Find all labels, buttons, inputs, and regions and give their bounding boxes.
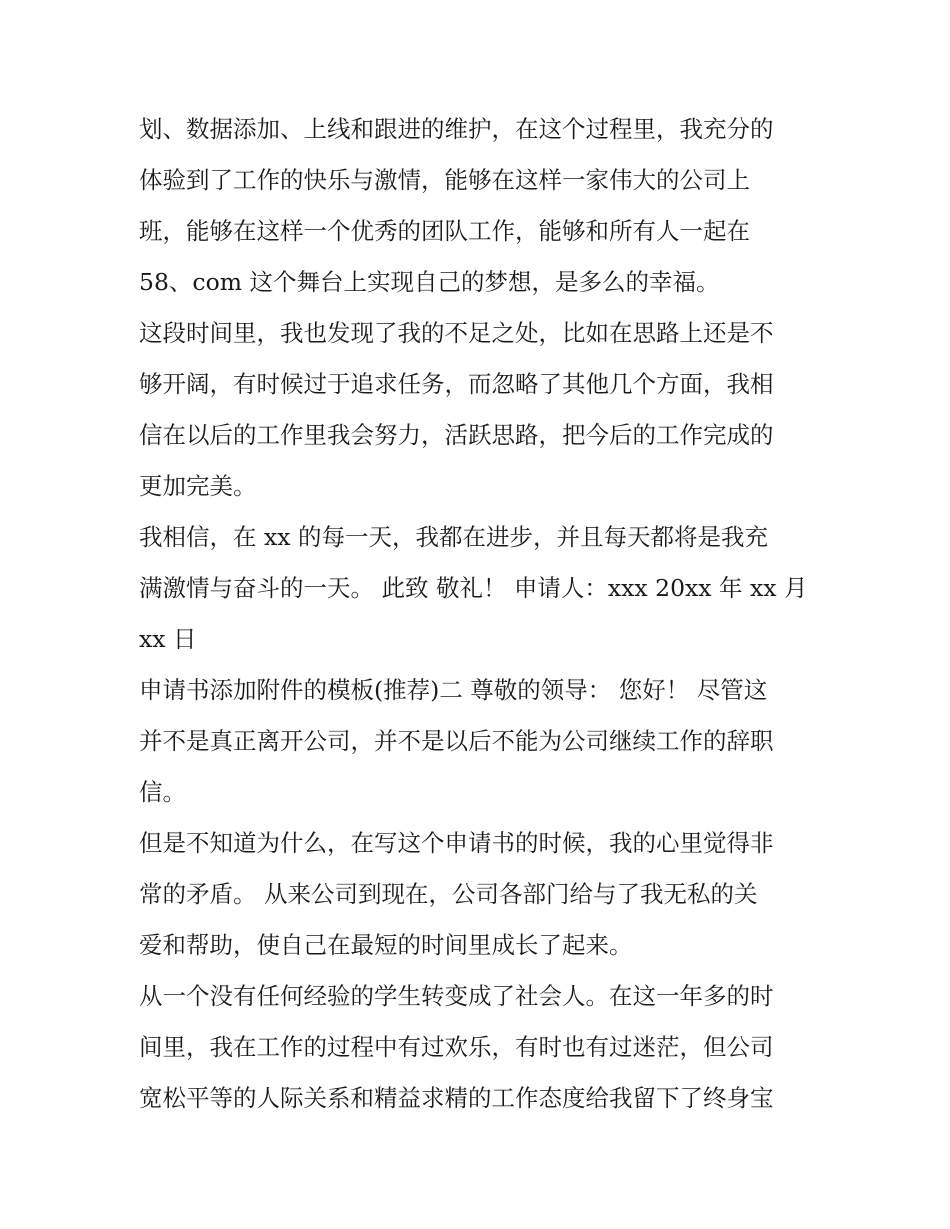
text-line: 但是不知道为什么，在写这个申请书的时候，我的心里觉得非: [139, 829, 774, 857]
text-line: 申请书添加附件的模板(推荐)二 尊敬的领导： 您好！ 尽管这: [139, 676, 768, 704]
text-line: 班，能够在这样一个优秀的团队工作，能够和所有人一起在: [139, 217, 750, 245]
text-line: 信在以后的工作里我会努力，活跃思路，把今后的工作完成的: [139, 421, 774, 449]
paragraph-2: [139, 308, 819, 512]
text-line: 我相信，在 xx 的每一天，我都在进步，并且每天都将是我充: [139, 523, 768, 551]
text-line: 体验到了工作的快乐与激情，能够在这样一家伟大的公司上: [139, 166, 750, 194]
text-line: 爱和帮助，使自己在最短的时间里成长了起来。: [139, 931, 633, 959]
document-body: [139, 104, 819, 1124]
text-line: 够开阔，有时候过于追求任务，而忽略了其他几个方面，我相: [139, 370, 774, 398]
paragraph-1: [139, 104, 819, 308]
text-line: xx 日: [139, 625, 197, 653]
text-line: 更加完美。: [139, 472, 257, 500]
text-line: 划、数据添加、上线和跟进的维护，在这个过程里，我充分的: [139, 115, 774, 143]
text-line: 这段时间里，我也发现了我的不足之处，比如在思路上还是不: [139, 319, 774, 347]
text-line: 信。: [139, 778, 186, 806]
paragraph-6: [139, 971, 819, 1124]
text-line: 并不是真正离开公司，并不是以后不能为公司继续工作的辞职: [139, 727, 774, 755]
paragraph-3: [139, 512, 819, 665]
text-line: 满激情与奋斗的一天。 此致 敬礼！ 申请人：xxx 20xx 年 xx 月: [139, 574, 808, 602]
text-line: 间里，我在工作的过程中有过欢乐，有时也有过迷茫，但公司: [139, 1033, 774, 1061]
text-line: 常的矛盾。 从来公司到现在，公司各部门给与了我无私的关: [139, 880, 758, 908]
text-line: 从一个没有任何经验的学生转变成了社会人。在这一年多的时: [139, 982, 774, 1010]
text-line: 58、com 这个舞台上实现自己的梦想，是多么的幸福。: [139, 268, 720, 296]
paragraph-4: [139, 665, 819, 818]
text-line: 宽松平等的人际关系和精益求精的工作态度给我留下了终身宝: [139, 1084, 774, 1112]
paragraph-5: [139, 818, 819, 971]
